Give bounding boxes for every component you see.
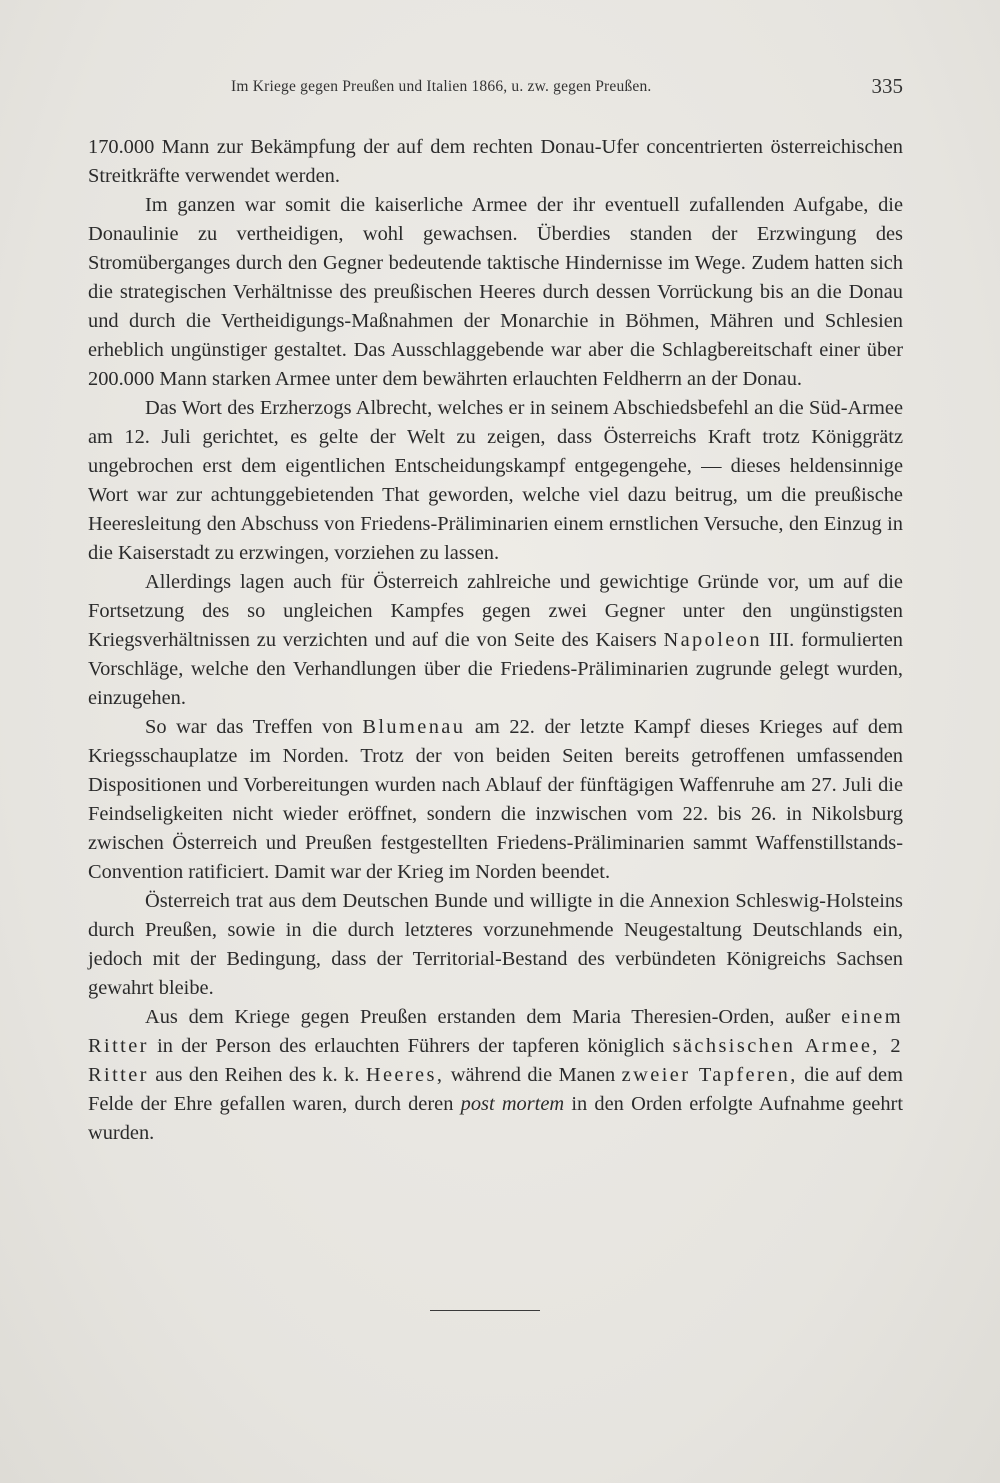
paragraph-7-text-e: aus den Reihen des k. k.: [155, 1064, 360, 1086]
page-number: 335: [871, 74, 903, 98]
paragraph-4: [88, 568, 903, 713]
paragraph-6: Österreich trat aus dem Deutschen Bunde und willigte in die Annexion Schleswig-Holsteins durch Preußen, sowie in die durch letzteres vorzunehmende Neugestaltung Deutschlands ein, jedoch mit der Bedingung, dass der Territorial-Bestand des verbündeten Königreichs Sachsen gewahrt bleibe.: [88, 890, 903, 999]
paragraph-7-spaced-d: sächsischen Armee, 2 Ritter: [88, 1035, 903, 1086]
body-text: [88, 133, 903, 1148]
running-title: Im Kriege gegen Preußen und Italien 1866, u. zw. gegen Preußen.: [231, 78, 652, 95]
closing-rule-divider: [430, 1310, 540, 1311]
paragraph-3: Das Wort des Erzherzogs Albrecht, welches er in seinem Abschiedsbefehl an die Süd-Armee am 12. Juli gerichtet, es gelte der Welt zu zeigen, dass Österreichs Kraft trotz Königgrätz ungebrochen erst dem eigentlichen Entscheidungskampf entgegengehe, — dieses heldensinnige Wort war zur achtunggebietenden That geworden, welche viel dazu beitrug, um die preußische Heeresleitung den Abschuss von Friedens-Präliminarien einem ernstlichen Versuche, den Einzug in die Kaiserstadt zu erzwingen, vorziehen zu lassen.: [88, 397, 903, 564]
paragraph-7-text-c: in der Person des erlauchten Führers der tapferen königlich: [157, 1035, 665, 1057]
paragraph-4-spaced-napoleon: Napoleon: [663, 629, 762, 651]
paragraph-1: 170.000 Mann zur Bekämpfung der auf dem rechten Donau-Ufer concentrierten österreichischen Streitkräfte verwendet werden.: [88, 136, 903, 187]
paragraph-5-spaced-blumenau: Blumenau: [362, 716, 466, 738]
paragraph-7-spaced-f: Heeres,: [365, 1064, 445, 1086]
paragraph-5-text-c: am 22. der letzte Kampf dieses Krieges auf dem Kriegsschauplatze im Norden. Trotz der von beiden Seiten bereits getroffenen umfassenden Dispositionen und Vorbereitungen wurden nach Ablauf der fünftägigen Waffenruhe am 27. Juli die Feindseligkeiten nicht wieder eröffnet, sondern die inzwischen vom 22. bis 26. in Nikolsburg zwischen Österreich und Preußen festgestellten Friedens-Präliminarien sammt Waffenstillstands-Convention ratificiert. Damit war der Krieg im Norden beendet.: [88, 716, 903, 883]
paragraph-7-spaced-b: einem Ritter: [88, 1006, 903, 1057]
paragraph-2: Im ganzen war somit die kaiserliche Armee der ihr eventuell zufallenden Aufgabe, die Donaulinie zu vertheidigen, wohl gewachsen. Überdies standen der Erzwingung des Stromüberganges durch den Gegner bedeutende taktische Hindernisse im Wege. Zudem hatten sich die strategischen Verhältnisse des preußischen Heeres durch dessen Vorrückung bis an die Donau und durch die Vertheidigungs-Maßnahmen der Monarchie in Böhmen, Mähren und Schlesien erheblich ungünstiger gestaltet. Das Ausschlaggebende war aber die Schlagbereitschaft einer über 200.000 Mann starken Armee unter dem bewährten erlauchten Feldherrn an der Donau.: [88, 194, 903, 390]
paragraph-7-italic-post-mortem: post mortem: [460, 1093, 565, 1115]
paragraph-7-spaced-h: zweier Tapferen,: [621, 1064, 798, 1086]
paragraph-7: [88, 1003, 903, 1148]
paragraph-4-text-c: III. formulierten Vorschläge, welche den Verhandlungen über die Friedens-Präliminarien zugrunde gelegt wurden, einzugehen.: [88, 629, 903, 709]
paragraph-5: [88, 713, 903, 887]
running-head: [88, 74, 903, 104]
paragraph-7-text-k: in den Orden erfolgte Aufnahme geehrt wurden.: [88, 1093, 903, 1144]
paragraph-4-text-a: Allerdings lagen auch für Österreich zahlreiche und gewichtige Gründe vor, um auf die Fortsetzung des so ungleichen Kampfes gegen zwei Gegner unter den ungünstigsten Kriegsverhältnissen zu verzichten und auf die von Seite des Kaisers: [88, 571, 903, 651]
paragraph-5-text-a: So war das Treffen von: [145, 716, 353, 738]
paragraph-7-text-i: die auf dem Felde der Ehre gefallen waren, durch deren: [88, 1064, 903, 1115]
paragraph-7-text-g: während die Manen: [450, 1064, 616, 1086]
paragraph-7-text-a: Aus dem Kriege gegen Preußen erstanden dem Maria Theresien-Orden, außer: [145, 1006, 831, 1028]
